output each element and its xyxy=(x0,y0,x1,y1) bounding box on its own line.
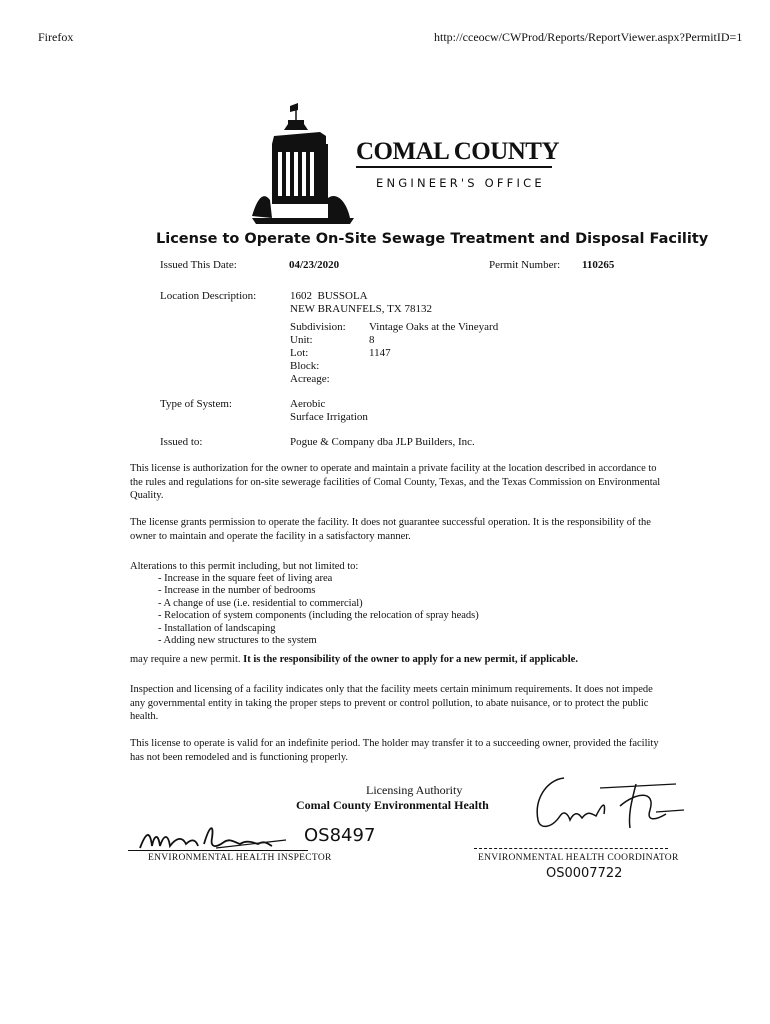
issued-to-value: Pogue & Company dba JLP Builders, Inc. xyxy=(290,436,475,448)
list-item: - Increase in the square feet of living area xyxy=(158,573,479,585)
inspector-license-number: OS8497 xyxy=(304,825,376,846)
unit-value: 8 xyxy=(369,334,375,346)
list-item: - Adding new structures to the system xyxy=(158,635,479,647)
permission-paragraph: The license grants permission to operate the facility. It does not guarantee successful operation. It is the responsibility of the owner to maintain and operate the facility in a satisfactory manner. xyxy=(130,517,651,542)
logo-subtitle: ENGINEER'S OFFICE xyxy=(376,176,545,190)
validity-paragraph: This license to operate is valid for an indefinite period. The holder may transfer it to a succeeding owner, provided the facility has not been remodeled and is functioning properly. xyxy=(130,738,659,763)
authority-name: Comal County Environmental Health xyxy=(296,798,489,812)
coordinator-signature-name: Brenda Ry xyxy=(518,848,523,849)
issued-date-label: Issued This Date: xyxy=(160,259,237,271)
logo-name: COMAL COUNTY xyxy=(356,138,560,165)
address-line2: NEW BRAUNFELS, TX 78132 xyxy=(290,303,432,315)
inspection-paragraph: Inspection and licensing of a facility indicates only that the facility meets certain minimum requirements. It does not impede any governmental entity in taking the proper steps to prevent or control pollution, to abate nuisance, or to protect the public health. xyxy=(130,684,653,723)
inspector-signature-line xyxy=(128,850,308,851)
owner-responsibility-text: It is the responsibility of the owner to apply for a new permit, if applicable. xyxy=(243,654,578,665)
list-item: - Installation of landscaping xyxy=(158,623,479,635)
lot-value: 1147 xyxy=(369,347,391,359)
unit-label: Unit: xyxy=(290,334,313,346)
alterations-tail xyxy=(130,653,578,667)
alterations-intro: Alterations to this permit including, but not limited to: xyxy=(130,561,359,572)
courthouse-icon xyxy=(250,100,360,225)
list-item: - Increase in the number of bedrooms xyxy=(158,585,479,597)
alterations-tail-text: may require a new permit. xyxy=(130,654,241,665)
coordinator-title: ENVIRONMENTAL HEALTH COORDINATOR xyxy=(478,853,679,863)
issued-date-value: 04/23/2020 xyxy=(289,259,340,271)
issued-to-label: Issued to: xyxy=(160,436,203,448)
subdivision-label: Subdivision: xyxy=(290,321,346,333)
acreage-label: Acreage: xyxy=(290,373,330,385)
coordinator-license-number: OS0007722 xyxy=(546,866,623,881)
inspector-signature xyxy=(136,818,296,858)
subdivision-value: Vintage Oaks at the Vineyard xyxy=(369,321,499,333)
list-item: - Relocation of system components (including the relocation of spray heads) xyxy=(158,610,479,622)
system-type-line2: Surface Irrigation xyxy=(290,411,368,423)
permit-number-value: 110265 xyxy=(582,259,615,271)
address-line1: 1602 BUSSOLA xyxy=(290,290,368,302)
alterations-list xyxy=(158,573,479,647)
logo-divider xyxy=(356,166,552,168)
system-type-line1: Aerobic xyxy=(290,398,326,410)
block-label: Block: xyxy=(290,360,320,372)
permit-number-label: Permit Number: xyxy=(489,259,561,271)
authorization-paragraph: This license is authorization for the owner to operate and maintain a private facility at the location described in accordance to the rules and regulations for on-site sewerage facilities of Comal County, Texas, and the Texas Commission on Environmental Quality. xyxy=(130,463,661,502)
browser-app-name: Firefox xyxy=(38,30,74,44)
coordinator-signature xyxy=(516,770,686,850)
lot-label: Lot: xyxy=(290,347,309,359)
inspector-signature-name: Michael Lagan xyxy=(138,856,145,857)
url-text: http://cceocw/CWProd/Reports/ReportViewer.aspx?PermitID=1 xyxy=(434,30,743,44)
authority-label: Licensing Authority xyxy=(366,783,463,797)
location-label: Location Description: xyxy=(160,290,257,302)
list-item: - A change of use (i.e. residential to commercial) xyxy=(158,598,479,610)
inspector-title: ENVIRONMENTAL HEALTH INSPECTOR xyxy=(148,853,332,863)
system-type-label: Type of System: xyxy=(160,398,232,410)
coordinator-signature-line xyxy=(474,848,668,849)
document-title: License to Operate On-Site Sewage Treatment and Disposal Facility xyxy=(156,231,709,247)
